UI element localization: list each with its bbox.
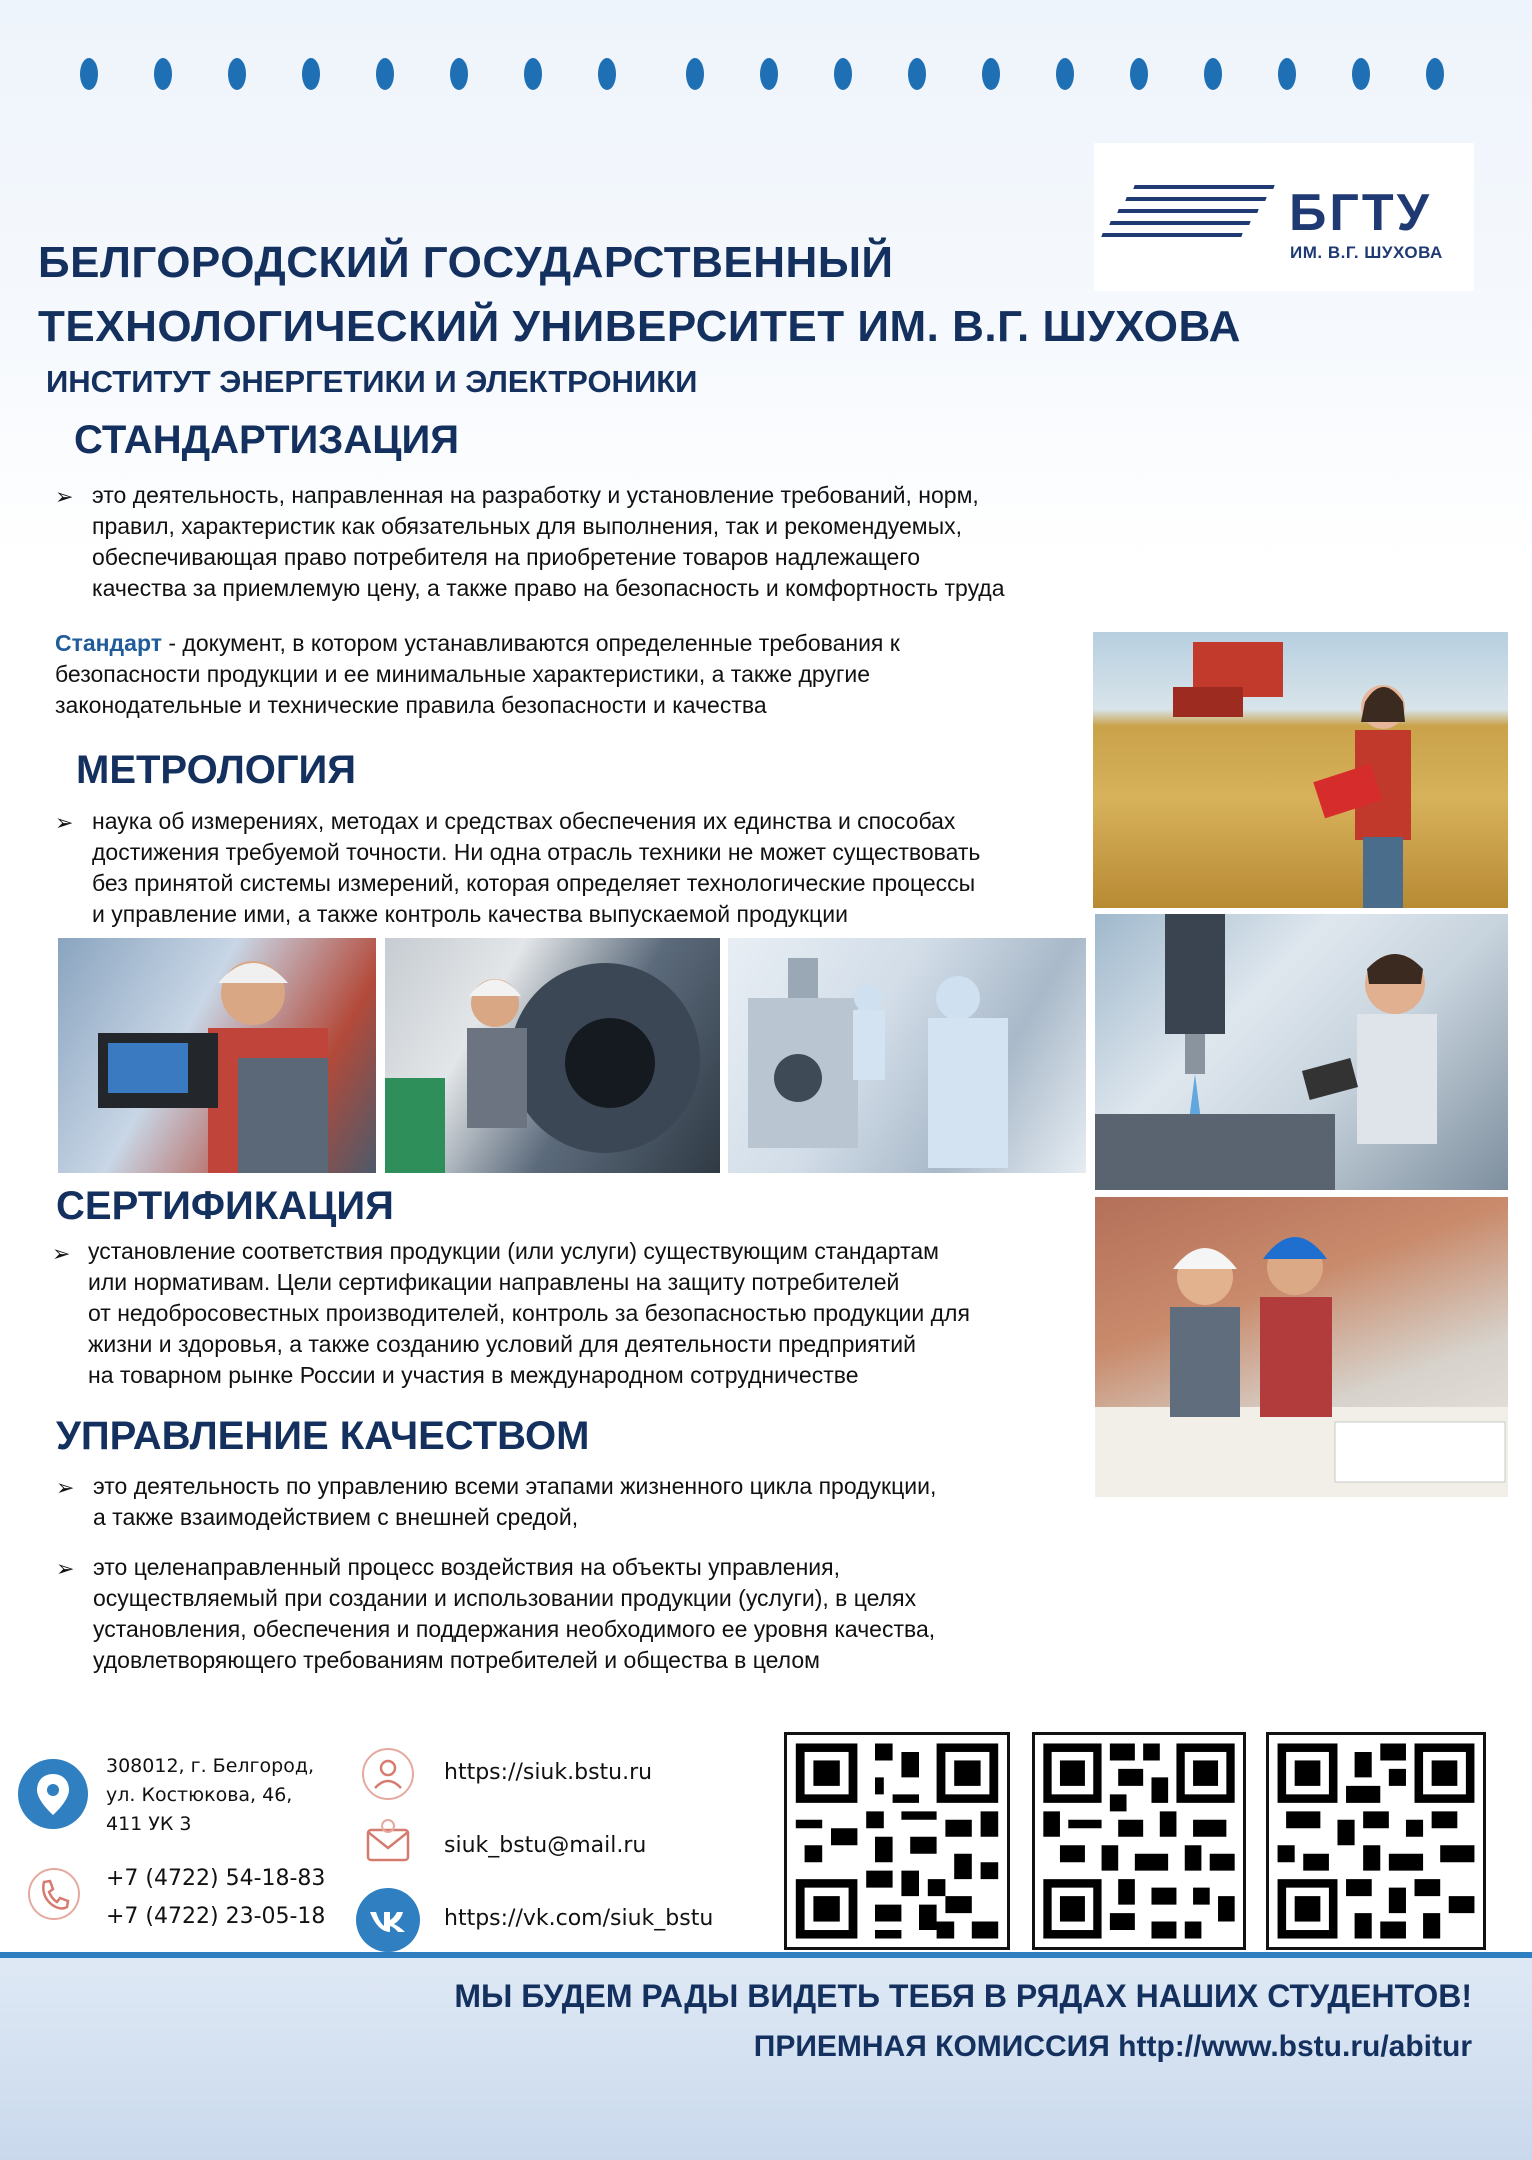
dot — [1204, 58, 1222, 90]
standardization-text — [92, 480, 1132, 604]
qr-code[interactable] — [1266, 1732, 1486, 1950]
photo-cleanroom-lab — [728, 938, 1086, 1173]
dot — [1278, 58, 1296, 90]
address-line: ул. Костюкова, 46, — [106, 1784, 293, 1806]
text-line: это деятельность по управлению всеми этапами жизненного цикла продукции, — [93, 1473, 937, 1499]
photo-pressure-vessel — [385, 938, 720, 1173]
logo-stripe — [1133, 185, 1274, 189]
address-block — [106, 1752, 314, 1839]
ultrasonic-illustration — [58, 938, 376, 1173]
address-line: 411 УК 3 — [106, 1813, 192, 1835]
standard-definition — [55, 628, 1095, 721]
text-line: установление соответствия продукции (или услуги) существующим стандартам — [88, 1238, 939, 1264]
website-link[interactable]: https://siuk.bstu.ru — [444, 1760, 653, 1785]
text-line: это целенаправленный процесс воздействия на объекты управления, — [93, 1554, 840, 1580]
location-pin-icon — [18, 1759, 88, 1829]
bullet-arrow-icon: ➢ — [56, 1556, 75, 1581]
text-line: жизни и здоровья, а также созданию условий для деятельности предприятий — [88, 1331, 916, 1357]
logo-stripe — [1101, 233, 1242, 237]
dot — [1352, 58, 1370, 90]
email-link[interactable]: siuk_bstu@mail.ru — [444, 1833, 647, 1858]
logo-stripe — [1125, 197, 1266, 201]
quality-text-1 — [93, 1471, 1103, 1533]
text-line: или нормативам. Цели сертификации направлены на защиту потребителей — [88, 1269, 900, 1295]
dot — [228, 58, 246, 90]
dot — [982, 58, 1000, 90]
metrology-text — [92, 806, 1102, 930]
dot — [80, 58, 98, 90]
section-title-standardization: СТАНДАРТИЗАЦИЯ — [74, 418, 459, 462]
dot — [524, 58, 542, 90]
text-line: на товарном рынке России и участия в международном сотрудничестве — [88, 1362, 859, 1388]
dot — [450, 58, 468, 90]
dot — [1130, 58, 1148, 90]
dot — [302, 58, 320, 90]
text-line: и управление ими, а также контроль качества выпускаемой продукции — [92, 901, 848, 927]
vk-icon — [356, 1888, 420, 1952]
admission-label: ПРИЕМНАЯ КОМИССИЯ — [753, 2030, 1110, 2063]
vk-link[interactable]: https://vk.com/siuk_bstu — [444, 1906, 714, 1931]
logo-subtitle: ИМ. В.Г. ШУХОВА — [1290, 243, 1443, 262]
dot — [834, 58, 852, 90]
university-title-line1: БЕЛГОРОДСКИЙ ГОСУДАРСТВЕННЫЙ — [38, 238, 894, 287]
text-line: от недобросовестных производителей, контроль за безопасностью продукции для — [88, 1300, 970, 1326]
bullet-arrow-icon: ➢ — [55, 484, 74, 509]
section-title-metrology: МЕТРОЛОГИЯ — [76, 748, 357, 792]
footer-slogan: МЫ БУДЕМ РАДЫ ВИДЕТЬ ТЕБЯ В РЯДАХ НАШИХ СТУДЕНТОВ! — [454, 1978, 1472, 2014]
text-line: установления, обеспечения и поддержания необходимого ее уровня качества, — [93, 1616, 936, 1642]
quality-text-2 — [93, 1552, 1103, 1676]
phone-number[interactable]: +7 (4722) 54-18-83 — [106, 1866, 326, 1891]
cnc-illustration — [1095, 914, 1508, 1190]
lab-illustration — [728, 938, 1086, 1173]
text-line: а также взаимодействием с внешней средой, — [93, 1504, 579, 1530]
text-line: правил, характеристик как обязательных для выполнения, так и рекомендуемых, — [92, 513, 962, 539]
institute-name: ИНСТИТУТ ЭНЕРГЕТИКИ И ЭЛЕКТРОНИКИ — [46, 364, 698, 399]
text-line: законодательные и технические правила безопасности и качества — [55, 692, 767, 718]
photo-ultrasonic-testing — [58, 938, 376, 1173]
dot — [1426, 58, 1444, 90]
photo-cnc-engineer — [1095, 914, 1508, 1190]
dot — [376, 58, 394, 90]
text-line: обеспечивающая право потребителя на приобретение товаров надлежащего — [92, 544, 920, 570]
bullet-arrow-icon: ➢ — [56, 1475, 75, 1500]
bgtu-logo — [1094, 143, 1474, 291]
qr-code[interactable] — [784, 1732, 1010, 1950]
admission-info — [754, 2030, 1472, 2064]
email-icon — [360, 1814, 416, 1870]
dot — [908, 58, 926, 90]
dot — [598, 58, 616, 90]
standard-term: Стандарт — [55, 630, 162, 656]
section-title-certification: СЕРТИФИКАЦИЯ — [56, 1184, 394, 1228]
phone-icon — [26, 1866, 82, 1922]
dot — [760, 58, 778, 90]
text-line: без принятой системы измерений, которая определяет технологические процессы — [92, 870, 976, 896]
photo-construction-workers — [1095, 1197, 1508, 1497]
text-line: достижения требуемой точности. Ни одна отрасль техники не может существовать — [92, 839, 981, 865]
qr-code[interactable] — [1032, 1732, 1246, 1950]
logo-name: БГТУ — [1289, 184, 1432, 242]
globe-user-icon — [360, 1746, 416, 1802]
harvest-illustration — [1093, 632, 1508, 908]
bullet-arrow-icon: ➢ — [55, 810, 74, 835]
text-line: безопасности продукции и ее минимальные характеристики, а также другие — [55, 661, 870, 687]
logo-stripe — [1109, 221, 1250, 225]
text-line: наука об измерениях, методах и средствах обеспечения их единства и способах — [92, 808, 956, 834]
photo-harvest-field — [1093, 632, 1508, 908]
text-line: осуществляемый при создании и использовании продукции (услуги), в целях — [93, 1585, 917, 1611]
phone-number[interactable]: +7 (4722) 23-05-18 — [106, 1904, 326, 1929]
university-title-line2: ТЕХНОЛОГИЧЕСКИЙ УНИВЕРСИТЕТ ИМ. В.Г. ШУХОВА — [38, 302, 1241, 351]
admission-url-link[interactable]: http://www.bstu.ru/abitur — [1118, 2030, 1472, 2063]
section-title-quality-management: УПРАВЛЕНИЕ КАЧЕСТВОМ — [56, 1414, 590, 1458]
dot — [1056, 58, 1074, 90]
logo-stripe — [1117, 209, 1258, 213]
construction-illustration — [1095, 1197, 1508, 1497]
text-line: это деятельность, направленная на разработку и установление требований, норм, — [92, 482, 979, 508]
text-line: - документ, в котором устанавливаются определенные требования к — [161, 630, 900, 656]
address-line: 308012, г. Белгород, — [106, 1755, 315, 1777]
certification-text — [88, 1236, 1098, 1391]
text-line: удовлетворяющего требованиям потребителей и общества в целом — [93, 1647, 820, 1673]
dot — [686, 58, 704, 90]
bullet-arrow-icon: ➢ — [52, 1241, 71, 1266]
vessel-illustration — [385, 938, 720, 1173]
text-line: качества за приемлемую цену, а также право на безопасность и комфортность труда — [92, 575, 1005, 601]
dot — [154, 58, 172, 90]
